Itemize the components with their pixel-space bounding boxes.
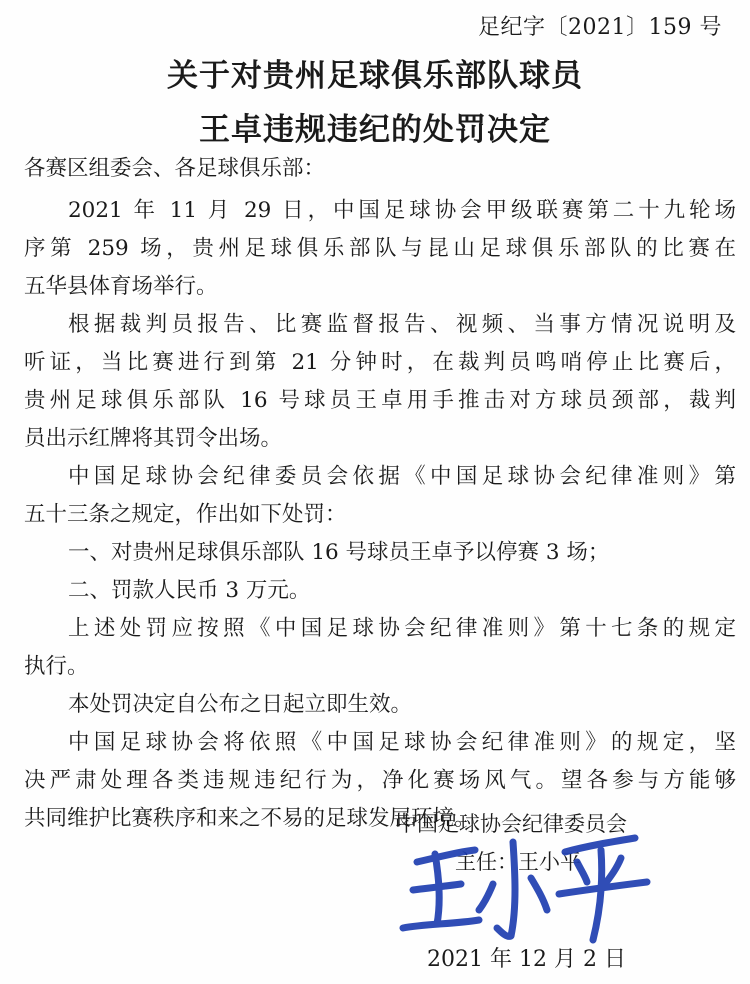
body-line: 序第 259 场，贵州足球俱乐部队与昆山足球俱乐部队的比赛在 bbox=[24, 236, 736, 261]
body-line: 中国足球协会纪律委员会依据《中国足球协会纪律准则》第 bbox=[68, 464, 736, 489]
issuing-organization: 中国足球协会纪律委员会 bbox=[396, 812, 627, 836]
document-number: 足纪字〔2021〕159 号 bbox=[478, 15, 722, 40]
penalty-item-1: 一、对贵州足球俱乐部队 16 号球员王卓予以停赛 3 场； bbox=[68, 540, 610, 565]
penalty-item-2: 二、罚款人民币 3 万元。 bbox=[68, 578, 311, 603]
document-title-line-1: 关于对贵州足球俱乐部队球员 bbox=[167, 58, 583, 94]
signature-date: 2021 年 12 月 2 日 bbox=[427, 947, 626, 972]
body-line: 听证，当比赛进行到第 21 分钟时，在裁判员鸣哨停止比赛后， bbox=[24, 350, 736, 375]
body-line: 五十三条之规定，作出如下处罚： bbox=[24, 502, 347, 527]
body-line: 执行。 bbox=[24, 654, 89, 679]
salutation: 各赛区组委会、各足球俱乐部： bbox=[24, 156, 326, 181]
director-line: 主任：王小平 bbox=[455, 850, 581, 874]
body-line: 决严肃处理各类违规违纪行为，净化赛场风气。望各参与方能够 bbox=[24, 768, 736, 793]
body-line: 根据裁判员报告、比赛监督报告、视频、当事方情况说明及 bbox=[68, 312, 736, 337]
body-line: 五华县体育场举行。 bbox=[24, 274, 218, 299]
body-line: 贵州足球俱乐部队 16 号球员王卓用手推击对方球员颈部，裁判 bbox=[24, 388, 736, 413]
document-title-line-2: 王卓违规违纪的处罚决定 bbox=[199, 112, 551, 148]
body-line: 本处罚决定自公布之日起立即生效。 bbox=[68, 692, 413, 717]
body-line: 员出示红牌将其罚令出场。 bbox=[24, 426, 283, 451]
body-line: 上述处罚应按照《中国足球协会纪律准则》第十七条的规定 bbox=[68, 616, 736, 641]
body-line: 2021 年 11 月 29 日，中国足球协会甲级联赛第二十九轮场 bbox=[68, 198, 736, 223]
body-line: 共同维护比赛秩序和来之不易的足球发展环境。 bbox=[24, 806, 476, 831]
body-line: 中国足球协会将依照《中国足球协会纪律准则》的规定，坚 bbox=[68, 730, 736, 755]
handwritten-signature bbox=[395, 832, 655, 944]
